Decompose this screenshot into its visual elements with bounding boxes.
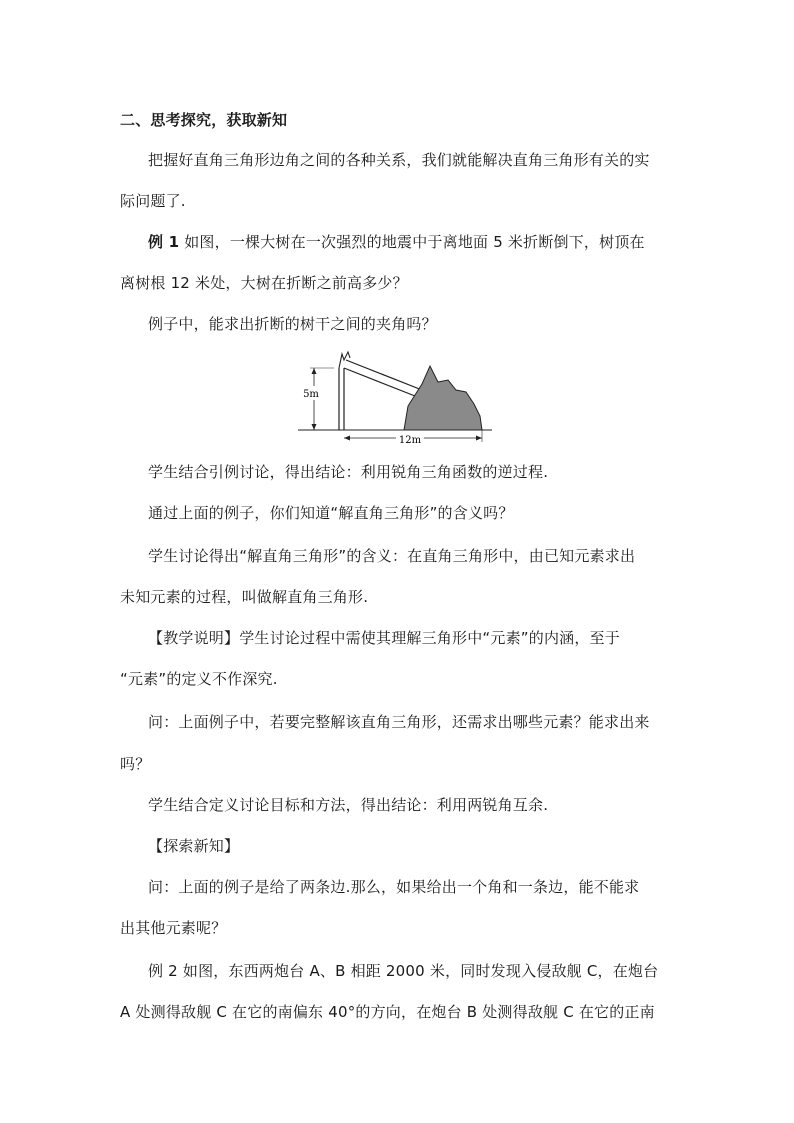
example-1-label: 例 1 [148,233,180,251]
paragraph-intro-line-1: 把握好直角三角形边角之间的各种关系，我们就能解决直角三角形有关的实 [148,151,650,169]
height-label: 5m [303,389,319,400]
definition-line-2: 未知元素的过程，叫做解直角三角形. [120,588,369,606]
fallen-trunk-bottom [344,368,420,398]
tree-crown [404,366,482,430]
section-heading: 二、思考探究，获取新知 [120,111,288,129]
break-point [339,352,350,368]
example-2-line-2: A 处测得敌舰 C 在它的南偏东 40°的方向，在炮台 B 处测得敌舰 C 在它的正南 [120,1003,655,1021]
question-elements-line-2: 吗？ [120,755,151,773]
question-angle-side-line-1: 问：上面的例子是给了两条边.那么，如果给出一个角和一条边，能不能求 [148,878,640,896]
question-elements-line-1: 问：上面例子中，若要完整解该直角三角形，还需求出哪些元素？能求出来 [148,713,650,731]
fallen-trunk-top [346,360,422,390]
question-angle-side-line-2: 出其他元素呢？ [120,919,227,937]
conclusion-2: 学生结合定义讨论目标和方法，得出结论：利用两锐角互余. [148,796,549,814]
definition-line-1: 学生讨论得出“解直角三角形”的含义：在直角三角形中，由已知元素求出 [148,547,636,565]
teaching-note-line-1: 【教学说明】学生讨论过程中需使其理解三角形中“元素”的内涵，至于 [148,629,620,647]
example-1-line-2: 离树根 12 米处，大树在折断之前高多少？ [120,274,408,292]
example-1-line-1 [148,232,680,252]
explore-heading: 【探索新知】 [148,837,240,855]
teaching-note-line-2: “元素”的定义不作深究. [120,670,278,688]
example-2-line-1: 例 2 如图，东西两炮台 A、B 相距 2000 米，同时发现入侵敌舰 C，在炮台 [148,962,659,980]
example-1-text: 如图，一棵大树在一次强烈的地震中于离地面 5 米折断倒下，树顶在 [179,233,645,251]
paragraph-intro-line-2: 际问题了. [120,192,186,210]
broken-tree-figure [296,346,496,446]
question-angle: 例子中，能求出折断的树干之间的夹角吗？ [148,315,437,333]
conclusion-1: 学生结合引例讨论，得出结论：利用锐角三角函数的逆过程. [148,463,549,481]
question-meaning: 通过上面的例子，你们知道“解直角三角形”的含义吗？ [148,504,514,522]
base-label: 12m [398,435,422,446]
